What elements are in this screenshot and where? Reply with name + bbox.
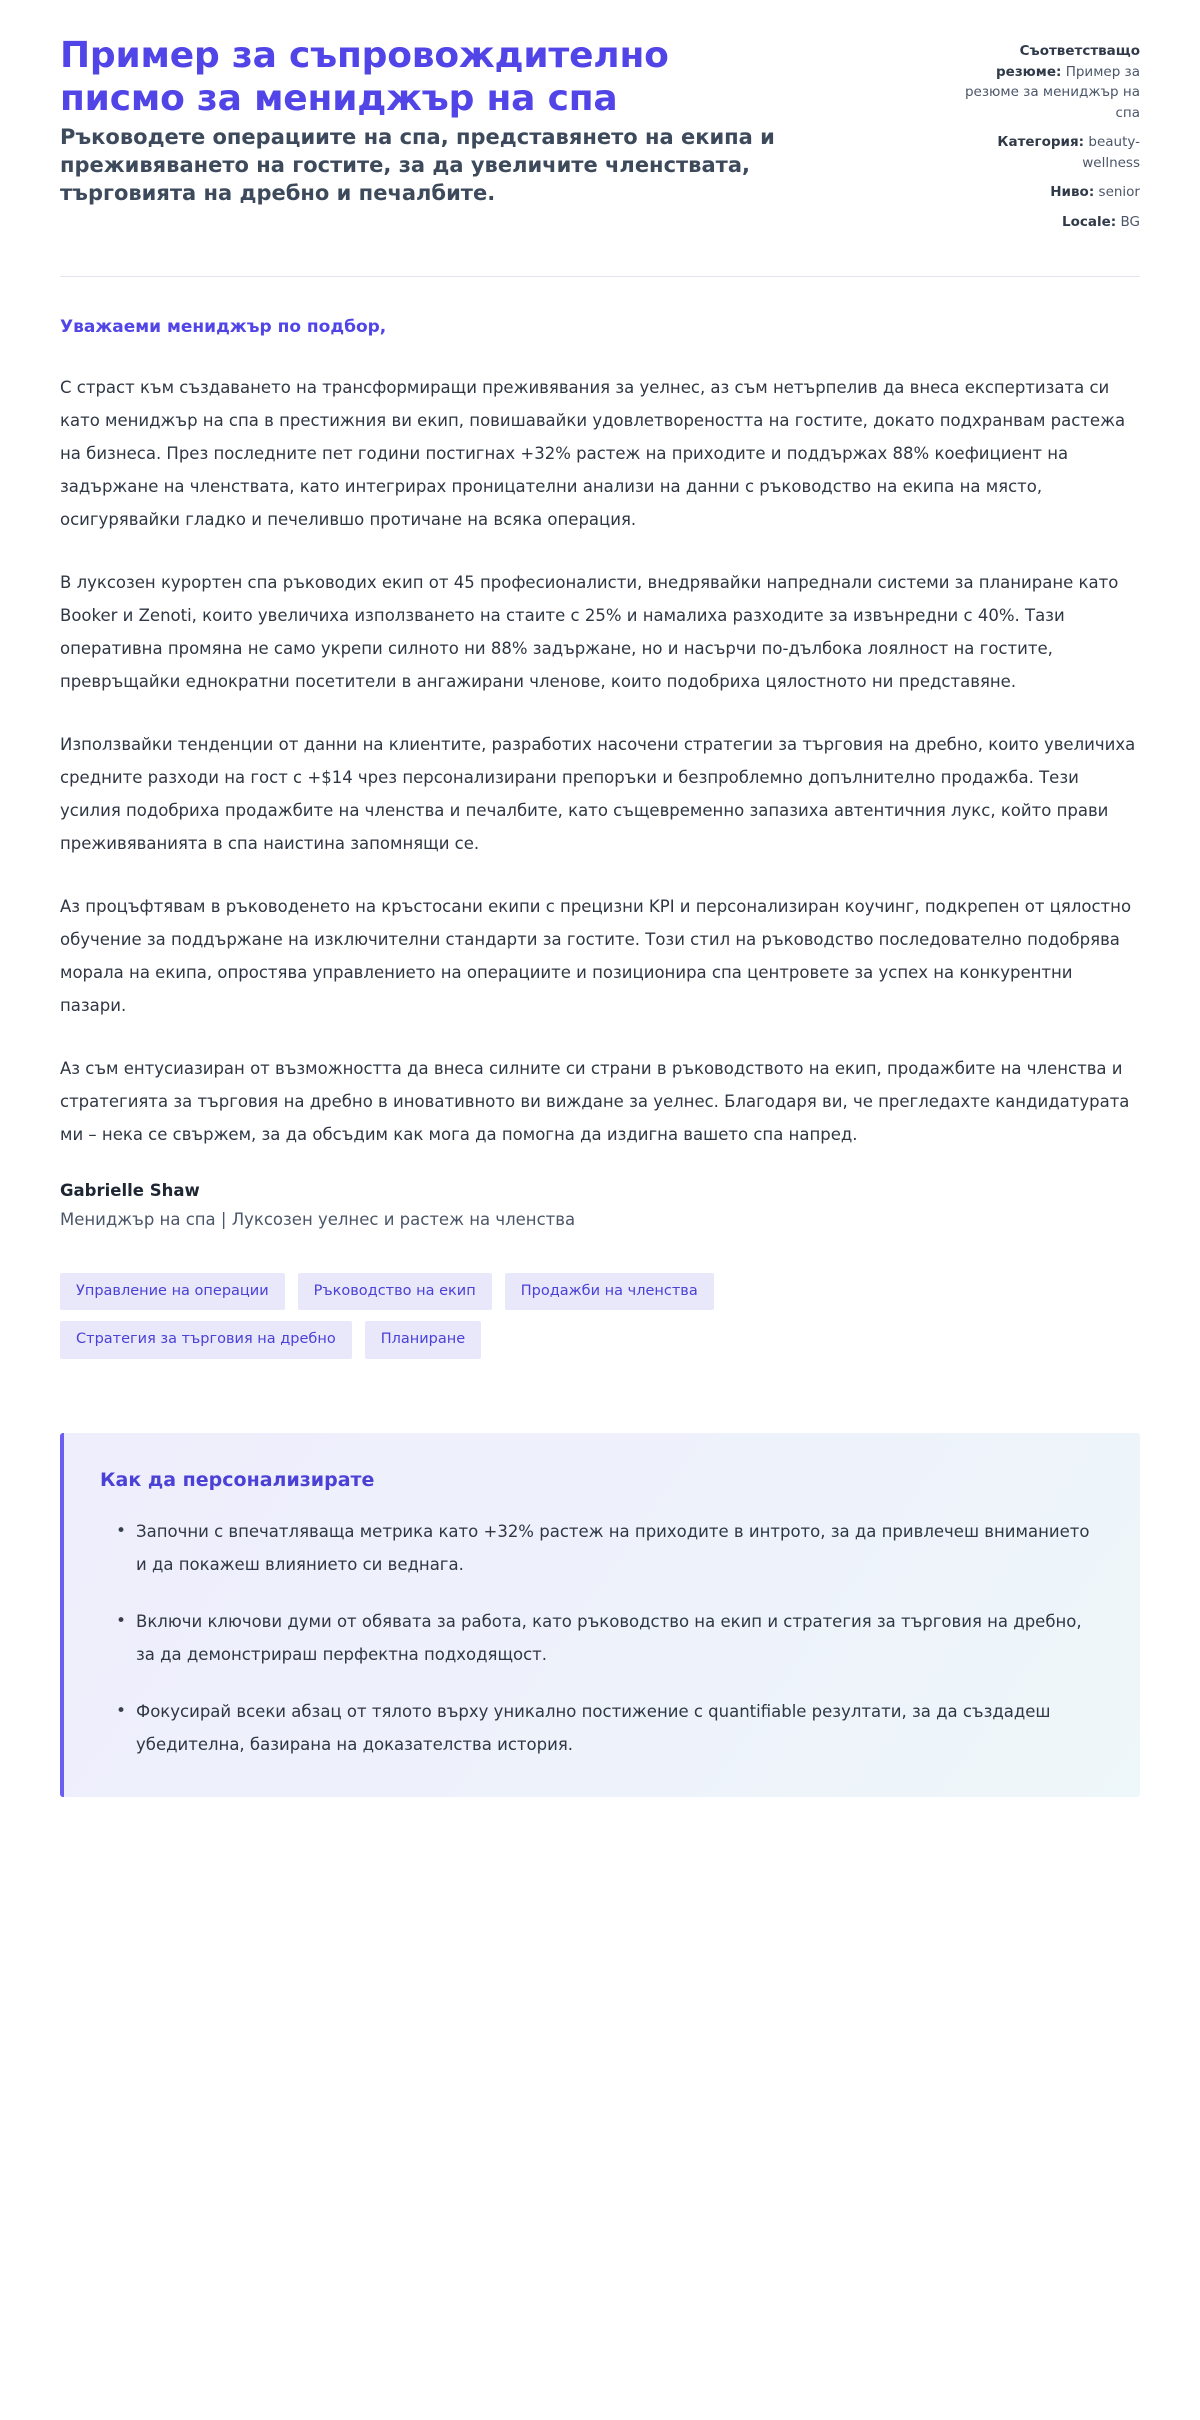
signature-role: Мениджър на спа | Луксозен уелнес и растеж на членства xyxy=(60,1209,576,1229)
letter-body xyxy=(60,277,1140,1229)
page-subtitle: Ръководете операциите на спа, представянето на екипа и преживяването на гостите, за да увеличите членствата, търговията на дребно и печалбите. xyxy=(60,125,775,206)
skill-tag[interactable]: Ръководство на екип xyxy=(298,1273,492,1311)
skill-tag[interactable]: Планиране xyxy=(365,1321,481,1359)
skill-tag-list xyxy=(60,1273,940,1359)
personalization-callout xyxy=(60,1433,1140,1797)
signature-name: Gabrielle Shaw xyxy=(60,1180,200,1200)
meta-row-locale xyxy=(955,212,1140,233)
meta-value-level: senior xyxy=(1098,184,1140,201)
meta-label-matching-resume: Съответстващо резюме: xyxy=(996,43,1140,80)
meta-row-category xyxy=(955,132,1140,173)
skill-tag[interactable]: Стратегия за търговия на дребно xyxy=(60,1321,352,1359)
meta-row-level xyxy=(955,182,1140,203)
letter-paragraph-5: Аз съм ентусиазиран от възможността да внеса силните си страни в ръководството на екип, продажбите на членства и стратегията за търговия на дребно в иновативното ви виждане за уелнес. Благодаря ви, че прегледахте кандидатурата ми – нека се свържем, за да обсъдим как мога да помогна да издигна вашето спа напред. xyxy=(60,1058,1130,1144)
letter-paragraph-4: Аз процъфтявам в ръководенето на кръстосани екипи с прецизни KPI и персонализиран коучинг, подкрепен от цялостно обучение за поддържане на изключителни стандарти за гостите. Този стил на ръководство последователно подобрява морала на екипа, опростява управлението на операциите и позиционира спа центровете за успех на конкурентни пазари. xyxy=(60,896,1132,1015)
skill-tag[interactable]: Продажби на членства xyxy=(505,1273,714,1311)
meta-row-matching-resume xyxy=(955,41,1140,123)
header-text-block xyxy=(60,34,800,208)
meta-label-locale: Locale: xyxy=(1062,213,1117,230)
letter-paragraph-1: С страст към създаването на трансформиращи преживявания за уелнес, аз съм нетърпелив да внеса експертизата си като мениджър на спа в престижния ви екип, повишавайки удовлетвореността на гостите, докато подхранвам растежа на бизнеса. През последните пет години постигнах +32% растеж на приходите и поддържах 88% коефициент на задържане на членствата, като интегрирах проницателни анализи на данни с ръководство на екипа на място, осигурявайки гладко и печелившо протичане на всяка операция. xyxy=(60,377,1126,529)
letter-paragraph-3: Използвайки тенденции от данни на клиентите, разработих насочени стратегии за търговия на дребно, които увеличиха средните разходи на гост с +$14 чрез персонализирани препоръки и безпроблемно допълнително продажба. Тези усилия подобриха продажбите на членства и печалбите, като същевременно запазиха автентичния лукс, който прави преживяванията в спа наистина запомнящи се. xyxy=(60,734,1136,853)
meta-value-category: beauty-wellness xyxy=(1082,134,1140,171)
skill-tag[interactable]: Управление на операции xyxy=(60,1273,285,1311)
page-title: Пример за съпровождително писмо за мениджър на спа xyxy=(60,35,669,120)
callout-tip-list xyxy=(100,1515,1100,1761)
meta-label-level: Ниво: xyxy=(1050,184,1095,201)
meta-label-category: Категория: xyxy=(997,134,1085,151)
letter-signature xyxy=(60,1181,1140,1229)
meta-value-locale: BG xyxy=(1120,213,1140,230)
letter-paragraph-2: В луксозен курортен спа ръководих екип от 45 професионалисти, внедрявайки напреднали системи за планиране като Booker и Zenoti, които увеличиха използването на стаите с 25% и намалиха разходите за извънредни с 40%. Тази оперативна промяна не само укрепи силното ни 88% задържане, но и насърчи по-дълбока лоялност на гостите, превръщайки еднократни посетители в ангажирани членове, които подобриха цялостното ни представяне. xyxy=(60,572,1119,691)
callout-tip-item: • Включи ключови думи от обявата за работа, като ръководство на екип и стратегия за търговия на дребно, за да демонстрираш перфектна подходящост. xyxy=(122,1605,1100,1671)
document-header xyxy=(60,34,1140,232)
callout-tip-item: • Започни с впечатляваща метрика като +32% растеж на приходите в интрото, за да привлечеш вниманието и да покажеш влиянието си веднага. xyxy=(122,1515,1100,1581)
callout-tip-item: • Фокусирай всеки абзац от тялото върху уникално постижение с quantifiable резултати, за да създадеш убедителна, базирана на доказателства история. xyxy=(122,1695,1100,1761)
meta-value-matching-resume: Пример за резюме за мениджър на спа xyxy=(964,63,1140,121)
callout-title: Как да персонализирате xyxy=(100,1468,375,1491)
document-metadata xyxy=(955,34,1140,232)
letter-salutation: Уважаеми мениджър по подбор, xyxy=(60,317,387,338)
